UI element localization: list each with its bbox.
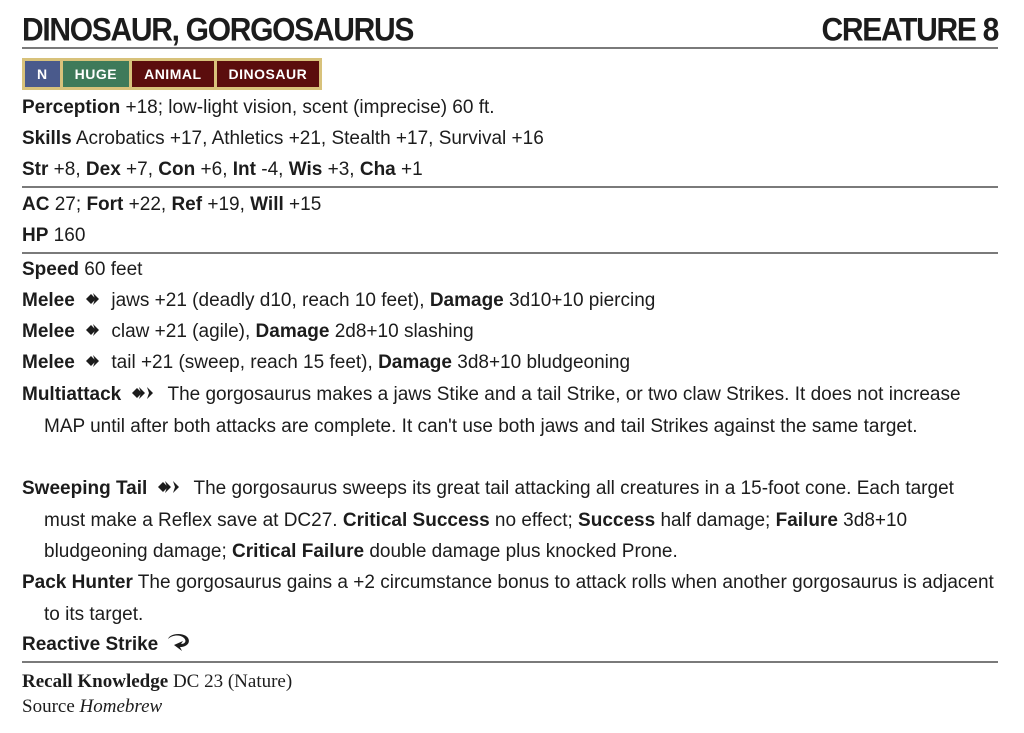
divider bbox=[22, 186, 998, 188]
sweeping-tail-label: Sweeping Tail bbox=[22, 478, 148, 499]
critical-success-label: Critical Success bbox=[342, 509, 490, 531]
abilities-line: Str +8, Dex +7, Con +6, Int -4, Wis +3, Cha +1 bbox=[22, 159, 423, 180]
wis-value: +3 bbox=[322, 159, 350, 180]
cha-label: Cha bbox=[359, 159, 396, 180]
success-label: Success bbox=[578, 509, 656, 531]
sweeping-tail-text: The gorgosaurus sweeps its great tail attacking all creatures in a 15-foot cone. Each target must make a Reflex save at DC27. bbox=[44, 478, 954, 531]
ref-label: Ref bbox=[171, 194, 203, 215]
con-value: +6 bbox=[195, 159, 223, 180]
cha-value: +1 bbox=[395, 159, 423, 180]
trait-alignment: N bbox=[25, 61, 60, 87]
int-label: Int bbox=[232, 159, 256, 180]
will-label: Will bbox=[250, 194, 284, 215]
single-action-icon bbox=[82, 321, 104, 339]
reaction-icon bbox=[166, 632, 192, 652]
creature-level: CREATURE 8 bbox=[821, 12, 998, 49]
strike-text: tail +21 (sweep, reach 15 feet), bbox=[106, 352, 379, 373]
single-action-icon bbox=[82, 290, 104, 308]
strike-jaws bbox=[22, 285, 998, 317]
reactive-strike-label: Reactive Strike bbox=[22, 634, 159, 655]
skills-label: Skills bbox=[22, 128, 72, 149]
perception-line bbox=[22, 92, 998, 124]
success-text: half damage; bbox=[655, 509, 776, 531]
perception-label: Perception bbox=[22, 97, 121, 118]
speed-value: 60 feet bbox=[79, 259, 143, 280]
strike-claw bbox=[22, 316, 998, 348]
dex-label: Dex bbox=[85, 159, 121, 180]
trait-size: HUGE bbox=[63, 61, 129, 87]
ac-value: 27 bbox=[49, 194, 76, 215]
strike-text: claw +21 (agile), bbox=[106, 321, 256, 342]
hp-label: HP bbox=[22, 225, 49, 246]
trait-bar bbox=[22, 58, 322, 90]
critical-success-text: no effect; bbox=[489, 509, 579, 531]
melee-label: Melee bbox=[22, 352, 75, 373]
divider bbox=[22, 47, 998, 49]
damage-value: 3d10+10 piercing bbox=[503, 290, 656, 311]
recall-knowledge-label: Recall Knowledge bbox=[22, 671, 169, 692]
skills-line bbox=[22, 123, 998, 155]
ac-label: AC bbox=[22, 194, 50, 215]
pack-hunter-text: The gorgosaurus gains a +2 circumstance bonus to attack rolls when another gorgosaurus is adjacent to its target. bbox=[44, 572, 994, 625]
source-line bbox=[22, 694, 162, 720]
divider bbox=[22, 661, 998, 663]
defenses-line: AC 27; Fort +22, Ref +19, Will +15 bbox=[22, 194, 322, 215]
speed-line bbox=[22, 254, 998, 286]
speed-label: Speed bbox=[22, 259, 80, 280]
multiattack-label: Multiattack bbox=[22, 384, 122, 405]
stat-block-header bbox=[22, 8, 998, 48]
strike-text: jaws +21 (deadly d10, reach 10 feet), bbox=[106, 290, 430, 311]
wis-label: Wis bbox=[288, 159, 323, 180]
dex-value: +7 bbox=[120, 159, 148, 180]
critical-failure-text: double damage plus knocked Prone. bbox=[364, 541, 678, 562]
two-actions-icon bbox=[129, 384, 161, 402]
will-value: +15 bbox=[283, 194, 322, 215]
damage-label: Damage bbox=[255, 321, 330, 342]
multiattack-text: The gorgosaurus makes a jaws Stike and a tail Strike, or two claw Strikes. It does not increase MAP until after both attacks are complete. It can't use both jaws and tail Strikes against the same target. bbox=[44, 384, 961, 437]
melee-label: Melee bbox=[22, 321, 75, 342]
str-value: +8 bbox=[48, 159, 76, 180]
damage-label: Damage bbox=[378, 352, 452, 373]
hp-line bbox=[22, 220, 998, 252]
str-label: Str bbox=[22, 159, 49, 180]
pack-hunter-ability bbox=[22, 567, 994, 630]
damage-value: 3d8+10 bludgeoning bbox=[451, 352, 631, 373]
hp-value: 160 bbox=[48, 225, 86, 246]
source-label: Source bbox=[22, 696, 75, 717]
single-action-icon bbox=[82, 352, 104, 370]
creature-name: DINOSAUR, GORGOSAURUS bbox=[22, 12, 414, 49]
fort-value: +22 bbox=[123, 194, 161, 215]
source-value: Homebrew bbox=[79, 696, 163, 717]
failure-text: 3d8+10 bludgeoning damage; bbox=[44, 509, 908, 562]
trait-dinosaur: DINOSAUR bbox=[217, 61, 320, 87]
int-value: -4 bbox=[255, 159, 279, 180]
trait-animal: ANIMAL bbox=[132, 61, 213, 87]
melee-label: Melee bbox=[22, 290, 75, 311]
multiattack-ability bbox=[22, 379, 994, 442]
con-label: Con bbox=[158, 159, 196, 180]
reactive-strike-ability bbox=[22, 629, 998, 661]
damage-value: 2d8+10 slashing bbox=[329, 321, 474, 342]
recall-knowledge-line bbox=[22, 669, 292, 695]
recall-knowledge-text: DC 23 (Nature) bbox=[168, 671, 293, 692]
damage-label: Damage bbox=[429, 290, 504, 311]
critical-failure-label: Critical Failure bbox=[232, 541, 365, 562]
fort-label: Fort bbox=[86, 194, 124, 215]
two-actions-icon bbox=[155, 478, 187, 496]
failure-label: Failure bbox=[775, 509, 838, 531]
strike-tail bbox=[22, 347, 998, 379]
pack-hunter-label: Pack Hunter bbox=[22, 572, 133, 593]
sweeping-tail-ability bbox=[22, 473, 994, 568]
ref-value: +19 bbox=[202, 194, 240, 215]
perception-text: +18; low-light vision, scent (imprecise) 60 ft. bbox=[120, 97, 495, 118]
skills-text: Acrobatics +17, Athletics +21, Stealth +17, Survival +16 bbox=[71, 128, 544, 149]
